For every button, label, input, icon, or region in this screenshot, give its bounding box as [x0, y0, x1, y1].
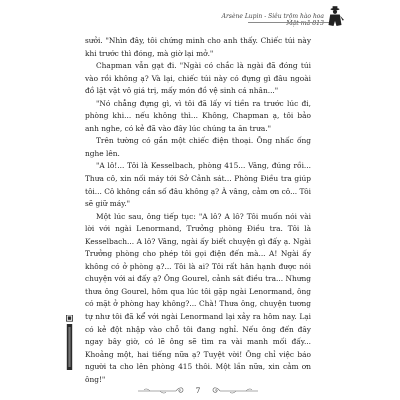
paragraph: Chapman vẫn gạt đi. "Ngài có chắc là ngài đã đóng túi vào rồi không ạ? Và lại, chiếc túi này có đựng gì đâu ngoài đồ lặt vặt vô giá trị, mấy món đồ vệ sinh cá nhân..." [85, 61, 311, 96]
body-text [85, 35, 311, 386]
page-footer [136, 386, 260, 396]
scroll-ornament-icon [136, 386, 186, 396]
header-series: Arsène Lupin - Siêu trộm hào hoa [221, 13, 324, 20]
paragraph: sưởi. "Nhìn đây, tôi chứng minh cho anh thấy. Chiếc túi này khi trước thì đóng, mà giờ lại mở." [85, 36, 311, 58]
paragraph: "A lô!... Tôi là Kesselbach, phòng 415... Vâng, đúng rồi... Thưa cô, xin nối máy tới Sở Cảnh sát... Phòng Điều tra giúp tôi... Cô không cần số đâu không ạ? À vâng, cảm ơn cô... Tôi sẽ giữ máy." [85, 161, 311, 209]
publisher-strip-icon [66, 315, 73, 371]
silhouette-icon [325, 5, 345, 27]
header-rule [248, 22, 330, 23]
running-header [222, 13, 324, 27]
paragraph: Một lúc sau, ông tiếp tục: "A lô? A lô? Tôi muốn nói vài lời với ngài Lenormand, Trưởng phòng Điều tra. Tôi là Kesselbach... A lô? Vâng, ngài ấy biết chuyện gì đấy ạ. Ngài Trưởng phòng cho phép tôi gọi điện đến mà... A! Ngài ấy không có ở phòng ạ?... Tôi là ai? Tôi rất hân hạnh được nói chuyện với ai đấy ạ? Ông Gourel, cảnh sát điều tra... Nhưng thưa ông Gourel, hôm qua lúc tôi gặp ngài Lenormand, ông có mặt ở phòng hay không?... Chà! Thưa ông, chuyện tương tự như tôi đã kể với ngài Lenormand lại xảy ra hôm nay. Lại có kẻ đột nhập vào chỗ tôi đang nghỉ. Nếu ông đến đây ngay bây giờ, có lẽ ông sẽ tìm ra vài manh mối đấy... Khoảng một, hai tiếng nữa ạ? Tuyệt vời! Ông chỉ việc báo người ta cho lên phòng 415 thôi. Một lần nữa, xin cảm ơn ông!" [85, 211, 311, 384]
scroll-ornament-icon [210, 386, 260, 396]
page-number: 7 [195, 386, 201, 395]
paragraph: "Nó chẳng đựng gì, vì tôi đã lấy ví tiền ra trước lúc đi, phòng khi... nếu không thì... Không, Chapman ạ, tôi bảo anh nghe, có kẻ đã vào đây lúc chúng ta ăn trưa." [85, 98, 311, 133]
header-subtitle: Mật mã 813 [286, 20, 324, 27]
paragraph: Trên tường có gắn một chiếc điện thoại. Ông nhấc ống nghe lên. [85, 136, 311, 158]
